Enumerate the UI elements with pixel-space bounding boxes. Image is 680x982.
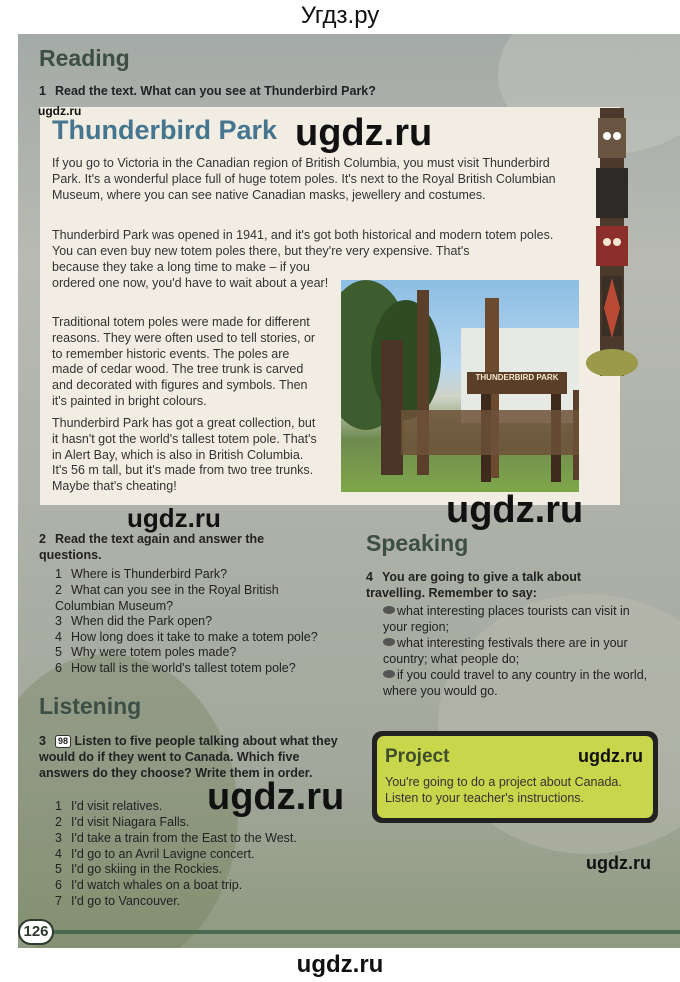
- article-title: Thunderbird Park: [52, 115, 278, 145]
- speech-bubble-icon: [383, 606, 395, 614]
- paragraph-1: If you go to Victoria in the Canadian region of British Columbia, you must visit Thunderbird Park. It's a wonderful place full of huge totem poles. It's next to the Royal British Columbian Museum, where you can see native Canadian masks, jewellery and costumes.: [52, 156, 556, 202]
- fence: [401, 410, 579, 455]
- reading-heading: Reading: [39, 45, 130, 71]
- speaking-heading: Speaking: [366, 530, 469, 556]
- question-item: 3 When did the Park open?: [55, 614, 213, 628]
- speaking-point: if you could travel to any country in the world, where you would go.: [383, 668, 648, 698]
- site-header: Угдз.ру: [0, 0, 680, 34]
- watermark: ugdz.ru: [446, 489, 584, 531]
- speaking-point: what interesting festivals there are in your country; what people do;: [383, 636, 628, 666]
- task-number: 1: [39, 84, 46, 98]
- question-item: 4 How long does it take to make a totem pole?: [55, 630, 318, 644]
- paragraph-3: Traditional totem poles were made for different reasons. They were often used to tell stories, or to remember historic events. The poles are made of cedar wood. The tree trunk is carved and decorated with figures and symbols. Then it's painted in bright colours.: [52, 315, 316, 408]
- project-box: [372, 731, 658, 823]
- listening-heading: Listening: [39, 693, 142, 719]
- watermark: ugdz.ru: [295, 112, 433, 154]
- speaking-point: what interesting places tourists can visit in your region;: [383, 604, 630, 634]
- question-item: 2 What can you see in the Royal British Columbian Museum?: [55, 583, 279, 613]
- audio-track-icon[interactable]: 98: [55, 735, 71, 748]
- thunderbird-park-photo: [341, 280, 579, 492]
- speech-bubble-icon: [383, 638, 395, 646]
- answer-item: 3 I'd take a train from the East to the West.: [55, 831, 297, 845]
- task-number: 3: [39, 734, 46, 748]
- answer-item: 2 I'd visit Niagara Falls.: [55, 815, 190, 829]
- question-item: 1 Where is Thunderbird Park?: [55, 567, 228, 581]
- answer-item: 5 I'd go skiing in the Rockies.: [55, 862, 223, 876]
- page-number: 126: [18, 919, 54, 945]
- answer-item: 7 I'd go to Vancouver.: [55, 894, 181, 908]
- watermark: ugdz.ru: [38, 104, 82, 118]
- answer-item: 6 I'd watch whales on a boat trip.: [55, 878, 243, 892]
- answer-item: 1 I'd visit relatives.: [55, 799, 163, 813]
- paragraph-2-cont: because they take a long time to make – if you ordered one now, you'd have to wait about a year!: [52, 260, 329, 290]
- answer-item: 4 I'd go to an Avril Lavigne concert.: [55, 847, 255, 861]
- project-title: Project: [385, 746, 450, 767]
- paragraph-2: Thunderbird Park was opened in 1941, and it's got both historical and modern totem poles. You can even buy new totem poles there, but they're very expensive. That's: [52, 228, 554, 258]
- question-item: 6 How tall is the world's tallest totem pole?: [55, 661, 296, 675]
- park-sign: THUNDERBIRD PARK: [467, 372, 567, 394]
- task-2-instruction: [39, 531, 329, 563]
- page-footer-line: [54, 930, 680, 934]
- task-text: Read the text again and answer the questions.: [39, 532, 265, 562]
- totem-pole-illustration: [586, 108, 638, 376]
- task-4-instruction: [366, 569, 636, 601]
- task-number: 2: [39, 532, 46, 546]
- watermark: ugdz.ru: [578, 746, 643, 766]
- project-text: You're going to do a project about Canada. Listen to your teacher's instructions.: [385, 775, 622, 805]
- task-1-instruction: [39, 83, 419, 99]
- watermark: ugdz.ru: [207, 776, 345, 818]
- site-footer: ugdz.ru: [0, 948, 680, 982]
- task-3-instruction: [39, 733, 344, 781]
- totem-pole: [381, 340, 403, 475]
- task-text: You are going to give a talk about travelling. Remember to say:: [366, 570, 582, 600]
- task-text: Read the text. What can you see at Thunderbird Park?: [55, 84, 376, 98]
- task-number: 4: [366, 570, 373, 584]
- question-item: 5 Why were totem poles made?: [55, 645, 237, 659]
- speech-bubble-icon: [383, 670, 395, 678]
- watermark: ugdz.ru: [586, 853, 651, 873]
- watermark: ugdz.ru: [127, 503, 221, 533]
- paragraph-4: Thunderbird Park has got a great collection, but it hasn't got the world's tallest totem pole. That's in Alert Bay, which is also in British Columbia. It's 56 m tall, but it's made from two tree trunks. Maybe that's cheating!: [52, 416, 317, 494]
- task-text: Listen to five people talking about what they would do if they went to Canada. Which five answers do they choose? Write them in order.: [39, 734, 338, 780]
